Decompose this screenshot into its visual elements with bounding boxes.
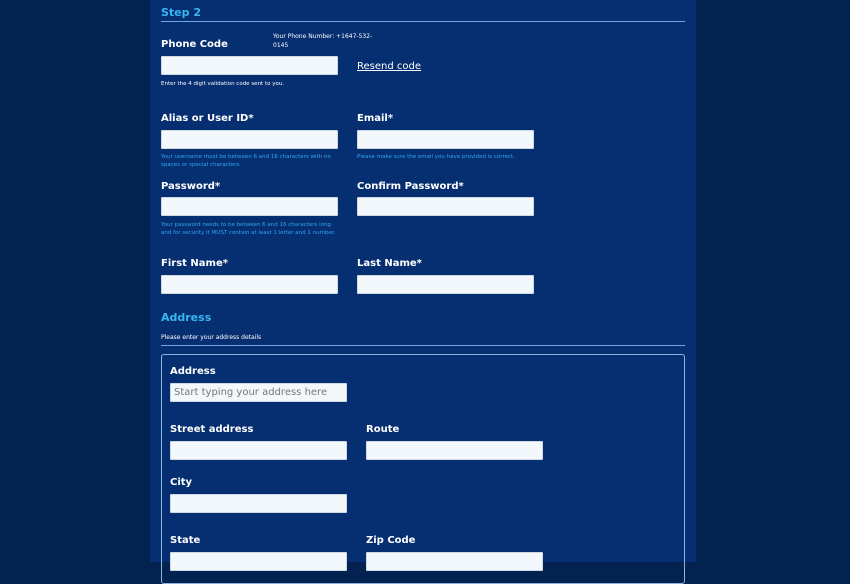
step-divider [161,21,685,22]
address-section-title: Address [161,311,212,324]
alias-hint: Your username must be between 6 and 16 characters with no spaces or special characters. [161,154,331,168]
state-label: State [170,535,201,546]
password-label: Password* [161,181,221,192]
address-autocomplete-input[interactable] [170,383,347,402]
address-label: Address [170,366,216,377]
city-label: City [170,477,193,488]
resend-code-link[interactable]: Resend code [357,61,421,72]
email-input[interactable] [357,130,534,149]
city-input[interactable] [170,494,347,513]
confirm-password-label: Confirm Password* [357,181,464,192]
password-hint: Your password needs to be between 6 and 16 characters long and for security it MUST contain at least 1 letter and 1 number. [161,222,336,236]
email-hint: Please make sure the email you have provided is correct. [357,154,515,160]
street-address-label: Street address [170,424,254,435]
address-divider [161,345,685,346]
confirm-password-input[interactable] [357,197,534,216]
address-section-subtitle: Please enter your address details [161,334,262,341]
step-title: Step 2 [161,6,201,19]
phone-code-input[interactable] [161,56,338,75]
last-name-input[interactable] [357,275,534,294]
password-input[interactable] [161,197,338,216]
phone-code-hint: Enter the 4 digit validation code sent to you. [161,81,285,87]
alias-label: Alias or User ID* [161,113,254,124]
first-name-input[interactable] [161,275,338,294]
last-name-label: Last Name* [357,258,422,269]
phone-number-notice: Your Phone Number: +1647-532-0145 [273,33,373,49]
first-name-label: First Name* [161,258,228,269]
street-address-input[interactable] [170,441,347,460]
email-label: Email* [357,113,394,124]
route-label: Route [366,424,400,435]
route-input[interactable] [366,441,543,460]
zip-code-label: Zip Code [366,535,416,546]
phone-code-label: Phone Code [161,39,228,50]
alias-input[interactable] [161,130,338,149]
